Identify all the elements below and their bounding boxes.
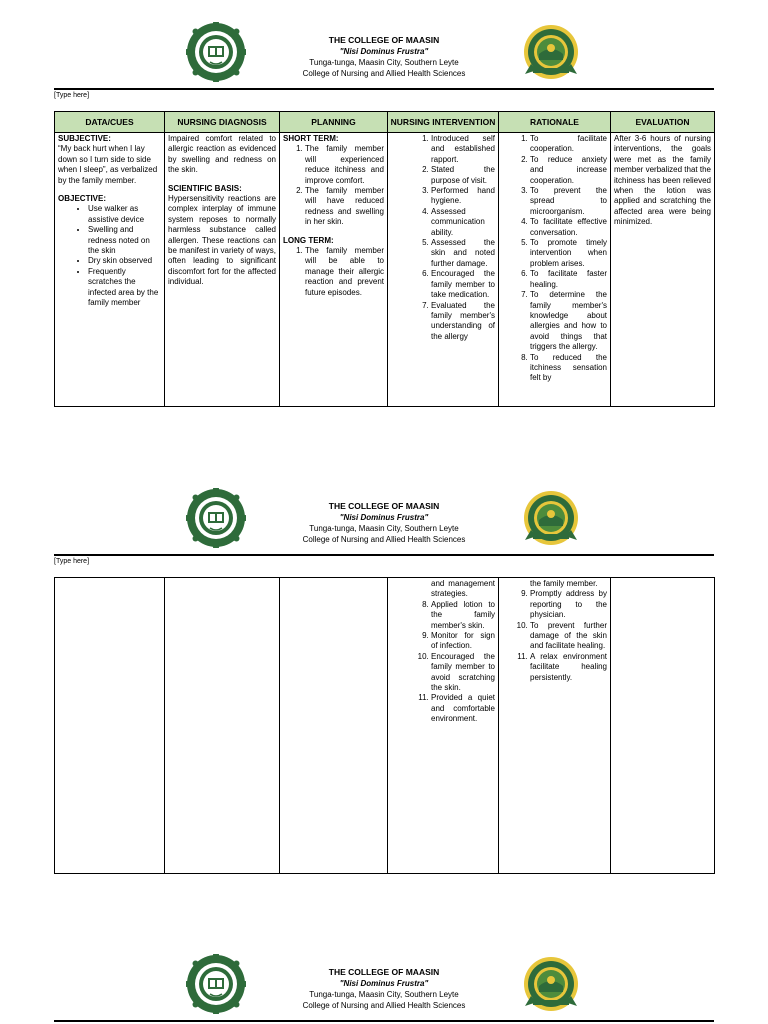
- college-address: Tunga-tunga, Maasin City, Southern Leyte: [309, 58, 459, 67]
- short-term-goal: 2. The family member will have reduced redness and swelling in her skin.: [305, 186, 384, 228]
- intervention-item: 8. Applied lotion to the family member's skin.: [431, 600, 495, 631]
- cell-data-cues: [55, 578, 165, 874]
- page-header: [0, 954, 768, 1024]
- subjective-text: “My back hurt when I lay down so I turn side to side when I sleep”, as verbalized by the family member.: [58, 144, 158, 185]
- header-rule: [54, 1020, 714, 1022]
- header-rule: [54, 554, 714, 556]
- objective-item: • Swelling and redness noted on the skin: [88, 225, 161, 256]
- rationale-item: 5. To promote timely intervention when problem arises.: [530, 238, 607, 269]
- cell-evaluation: [611, 578, 715, 874]
- cell-rationale: [499, 578, 611, 874]
- long-term-label: LONG TERM:: [283, 235, 334, 245]
- cell-planning: [280, 578, 388, 874]
- header-rule: [54, 88, 714, 90]
- college-address: Tunga-tunga, Maasin City, Southern Leyte: [309, 524, 459, 533]
- subjective-label: SUBJECTIVE:: [58, 134, 111, 143]
- college-seal-icon: [186, 954, 246, 1014]
- rationale-item: 2. To reduce anxiety and increase cooperation.: [530, 155, 607, 186]
- cell-nursing-intervention: [388, 133, 499, 407]
- rationale-item: 9. Promptly address by reporting to the physician.: [530, 589, 607, 620]
- col-header-evaluation: EVALUATION: [611, 112, 715, 133]
- type-here-placeholder[interactable]: [Type here]: [54, 558, 90, 565]
- care-plan-table: [54, 111, 715, 407]
- rationale-item: 7. To determine the family member's knowledge about allergies and how to avoid things that triggers the allergy.: [530, 290, 607, 352]
- scientific-basis-label: SCIENTIFIC BASIS:: [168, 183, 242, 193]
- rationale-item: 1. To facilitate cooperation.: [530, 134, 607, 155]
- college-name: THE COLLEGE OF MAASIN: [328, 35, 440, 45]
- intervention-item: 11. Provided a quiet and comfortable environment.: [431, 693, 495, 724]
- college-motto: "Nisi Dominus Frustra": [339, 513, 429, 522]
- rationale-item: 6. To facilitate faster healing.: [530, 269, 607, 290]
- intervention-item: 2. Stated the purpose of visit.: [431, 165, 495, 186]
- cell-rationale: [499, 133, 611, 407]
- col-header-rationale: RATIONALE: [499, 112, 611, 133]
- cell-nursing-diagnosis: [165, 578, 280, 874]
- department-name: College of Nursing and Allied Health Sciences: [302, 1001, 466, 1010]
- intervention-item: 9. Monitor for sign of infection.: [431, 631, 495, 652]
- cell-evaluation: [611, 133, 715, 407]
- col-header-nursing-diagnosis: NURSING DIAGNOSIS: [165, 112, 280, 133]
- rationale-item: 3. To prevent the spread to microorganism.: [530, 186, 607, 217]
- header-text: [270, 954, 498, 1011]
- intervention-item: 7. Evaluated the family member's understanding of the allergy: [431, 301, 495, 343]
- objective-item: • Frequently scratches the infected area by the family member: [88, 267, 161, 309]
- type-here-placeholder[interactable]: [Type here]: [54, 92, 90, 99]
- college-seal-icon: [186, 22, 246, 82]
- college-name: THE COLLEGE OF MAASIN: [328, 501, 440, 511]
- care-plan-table-continued: [54, 577, 715, 874]
- short-term-label: SHORT TERM:: [283, 134, 339, 143]
- page-header: [0, 488, 768, 558]
- intervention-item: 10. Encouraged the family member to avoid scratching the skin.: [431, 652, 495, 694]
- short-term-goal: 1. The family member will experienced reduce itchiness and improve comfort.: [305, 144, 384, 186]
- intervention-item: 4. Assessed communication ability.: [431, 207, 495, 238]
- intervention-continuation: and management strategies.: [431, 579, 495, 599]
- long-term-goal: 1. The family member will be able to manage their allergic reaction and prevent future episodes.: [305, 246, 384, 298]
- college-name: THE COLLEGE OF MAASIN: [328, 967, 440, 977]
- rationale-item: 10. To prevent further damage of the skin and facilitate healing.: [530, 621, 607, 652]
- col-header-data-cues: DATA/CUES: [55, 112, 165, 133]
- intervention-item: 3. Performed hand hygiene.: [431, 186, 495, 207]
- intervention-item: 1. Introduced self and established rapport.: [431, 134, 495, 165]
- college-motto: "Nisi Dominus Frustra": [339, 47, 429, 56]
- table-row: [55, 578, 715, 874]
- rationale-item: 4. To facilitate effective conversation.: [530, 217, 607, 238]
- college-seal-icon: [186, 488, 246, 548]
- header-text: [270, 488, 498, 545]
- page-header: [0, 22, 768, 92]
- cell-nursing-diagnosis: [165, 133, 280, 407]
- nursing-seal-icon: [523, 490, 579, 546]
- objective-label: OBJECTIVE:: [58, 194, 107, 204]
- diagnosis-text: Impaired comfort related to allergic reaction as evidenced by swelling and redness on the skin.: [168, 134, 276, 175]
- col-header-nursing-intervention: NURSING INTERVENTION: [388, 112, 499, 133]
- table-row: [55, 133, 715, 407]
- intervention-item: 6. Encouraged the family member to take medication.: [431, 269, 495, 300]
- rationale-item: 8. To reduced the itchiness sensation felt by: [530, 353, 607, 384]
- header-text: [270, 22, 498, 79]
- objective-item: • Use walker as assistive device: [88, 204, 161, 225]
- nursing-seal-icon: [523, 24, 579, 80]
- department-name: College of Nursing and Allied Health Sciences: [302, 69, 466, 78]
- cell-nursing-intervention: [388, 578, 499, 874]
- objective-item: • Dry skin observed: [88, 256, 161, 266]
- scientific-basis-text: Hypersensitivity reactions are complex interplay of immune system reposes to normally harmless substance called allergen. These reactions can be manifest in variety of ways, often leading to significant discomfort fort for the affected individual.: [168, 194, 276, 287]
- nursing-seal-icon: [523, 956, 579, 1012]
- table-header-row: [55, 112, 715, 133]
- rationale-continuation: the family member.: [530, 579, 598, 588]
- col-header-planning: PLANNING: [280, 112, 388, 133]
- rationale-item: 11. A relax environment facilitate healing persistently.: [530, 652, 607, 683]
- college-address: Tunga-tunga, Maasin City, Southern Leyte: [309, 990, 459, 999]
- cell-data-cues: [55, 133, 165, 407]
- college-motto: "Nisi Dominus Frustra": [339, 979, 429, 988]
- evaluation-text: After 3-6 hours of nursing interventions, the goals were met as the family member verbalized that the itchiness has been relieved when the lotion was applied and scratching the affected area were being minimized.: [614, 134, 711, 227]
- cell-planning: [280, 133, 388, 407]
- intervention-item: 5. Assessed the skin and noted further damage.: [431, 238, 495, 269]
- department-name: College of Nursing and Allied Health Sciences: [302, 535, 466, 544]
